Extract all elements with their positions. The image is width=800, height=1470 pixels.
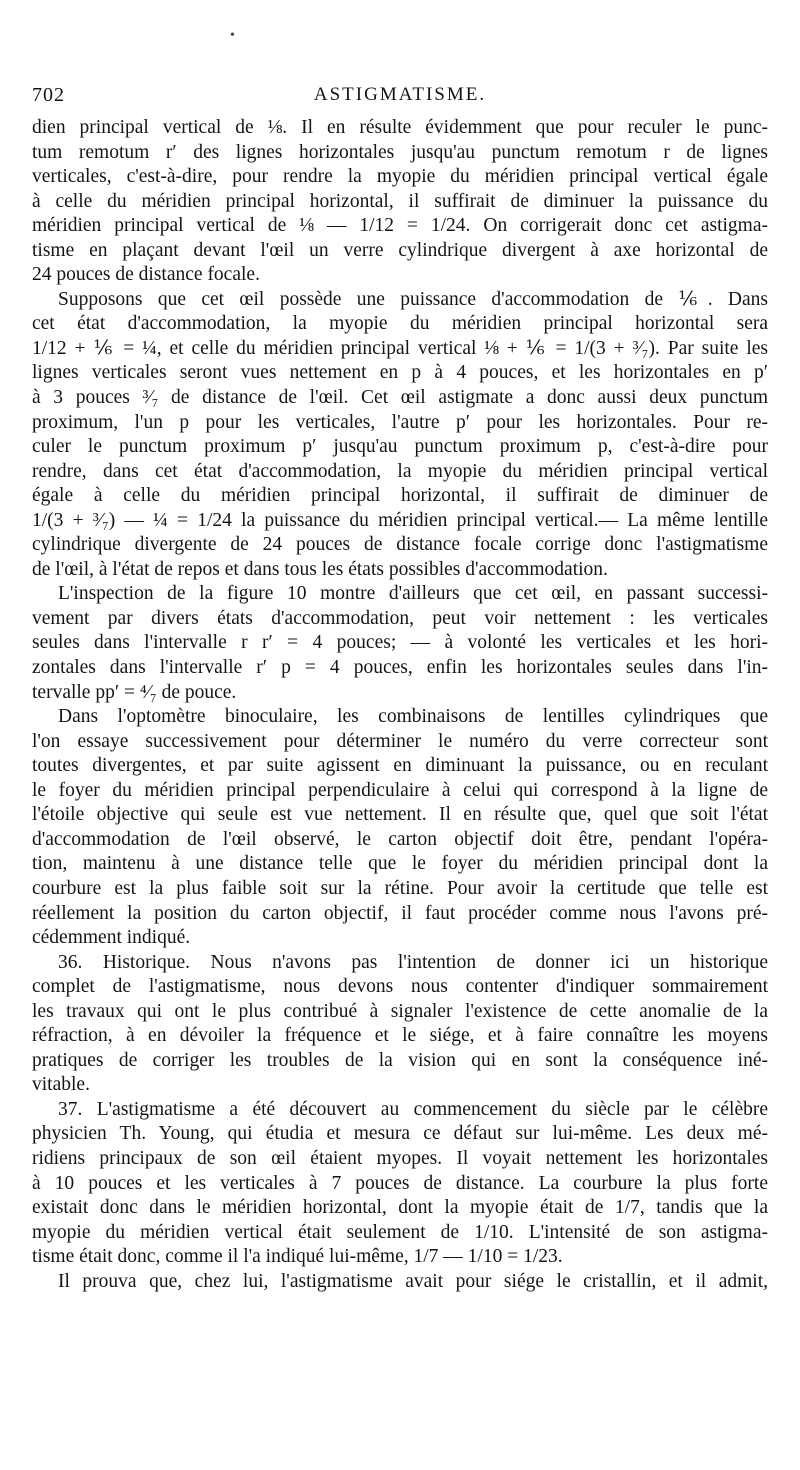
stray-ink-mark: • bbox=[230, 28, 235, 43]
text-line: complet de l'astigmatisme, nous devons nous contenter d'indiquer sommairement bbox=[32, 976, 768, 998]
text-line: à 3 pouces ³⁄₇ de distance de l'œil. Cet œil astigmate a donc aussi deux punctum bbox=[32, 387, 768, 409]
running-title: ASTIGMATISME. bbox=[313, 84, 487, 105]
book-page bbox=[32, 0, 768, 1470]
page-number: 702 bbox=[32, 84, 65, 106]
text-line: cet état d'accommodation, la myopie du méridien principal horizontal sera bbox=[32, 313, 768, 335]
text-line: 1/(3 + ³⁄₇) — ¼ = 1/24 la puissance du méridien principal vertical.— La même lentille bbox=[32, 509, 768, 531]
text-line: L'inspection de la figure 10 montre d'ailleurs que cet œil, en passant successi- bbox=[58, 583, 768, 605]
text-line: seules dans l'intervalle r r′ = 4 pouces; — à volonté les verticales et les hori- bbox=[32, 632, 768, 654]
text-line: réellement la position du carton objectif, il faut procéder comme nous l'avons pré- bbox=[32, 902, 768, 924]
text-line: physicien Th. Young, qui étudia et mesura ce défaut sur lui-même. Les deux mé- bbox=[32, 1123, 768, 1145]
text-line: l'on essaye successivement pour déterminer le numéro du verre correcteur sont bbox=[32, 730, 768, 752]
text-line: Supposons que cet œil possède une puissance d'accommodation de ⅙. Dans bbox=[58, 288, 768, 310]
text-line: tum remotum r′ des lignes horizontales jusqu'au punctum remotum r de lignes bbox=[32, 141, 768, 163]
text-line: dien principal vertical de ⅛. Il en résulte évidemment que pour reculer le punc- bbox=[32, 117, 768, 138]
text-line: égale à celle du méridien principal horizontal, il suffirait de diminuer de bbox=[32, 485, 768, 507]
section-36-heading-line: 36. Historique. Nous n'avons pas l'intention de donner ici un historique bbox=[58, 951, 768, 973]
text-line: méridien principal vertical de ⅛ — 1/12 = 1/24. On corrigerait donc cet astigma- bbox=[32, 215, 768, 237]
text-line: Dans l'optomètre binoculaire, les combinaisons de lentilles cylindriques que bbox=[58, 706, 768, 728]
text-line: courbure est la plus faible soit sur la rétine. Pour avoir la certitude que telle est bbox=[32, 877, 768, 899]
text-line: culer le punctum proximum p′ jusqu'au punctum proximum p, c'est-à-dire pour bbox=[32, 436, 768, 458]
text-line: cylindrique divergente de 24 pouces de distance focale corrige donc l'astigmatisme bbox=[32, 534, 768, 556]
text-line: 1/12 + ⅙ = ¼, et celle du méridien principal vertical ⅛ + ⅙ = 1/(3 + ³⁄₇). Par suite les bbox=[32, 337, 768, 359]
text-line: rendre, dans cet état d'accommodation, la myopie du méridien principal vertical bbox=[32, 460, 768, 482]
text-line: de l'œil, à l'état de repos et dans tous les états possibles d'accommodation. bbox=[32, 558, 608, 580]
text-line: tisme en plaçant devant l'œil un verre cylindrique divergent à axe horizontal de bbox=[32, 239, 768, 261]
text-line: cédemment indiqué. bbox=[32, 927, 191, 949]
text-line: l'étoile objective qui seule est vue nettement. Il en résulte que, quel que soit l'état bbox=[32, 804, 768, 826]
text-line: à 10 pouces et les verticales à 7 pouces de distance. La courbure la plus forte bbox=[32, 1172, 768, 1194]
text-line: toutes divergentes, et par suite agissent en diminuant la puissance, ou en reculant bbox=[32, 755, 768, 777]
text-line: tervalle pp′ = ⁴⁄₇ de pouce. bbox=[32, 681, 237, 703]
page-header bbox=[32, 84, 768, 112]
text-line: le foyer du méridien principal perpendiculaire à celui qui correspond à la ligne de bbox=[32, 779, 768, 801]
text-line: les travaux qui ont le plus contribué à signaler l'existence de cette anomalie de la bbox=[32, 1000, 768, 1022]
text-line: proximum, l'un p pour les verticales, l'autre p′ pour les horizontales. Pour re- bbox=[32, 411, 768, 433]
text-line: vitable. bbox=[32, 1074, 90, 1096]
text-line: réfraction, à en dévoiler la fréquence et le siége, et à faire connaître les moyens bbox=[32, 1025, 768, 1047]
text-line: à celle du méridien principal horizontal, il suffirait de diminuer la puissance du bbox=[32, 190, 768, 212]
text-line: d'accommodation de l'œil observé, le carton objectif doit être, pendant l'opéra- bbox=[32, 828, 768, 850]
text-line: verticales, c'est-à-dire, pour rendre la myopie du méridien principal vertical égale bbox=[32, 166, 768, 188]
section-37-heading-line: 37. L'astigmatisme a été découvert au commencement du siècle par le célèbre bbox=[58, 1098, 768, 1120]
body-text bbox=[32, 116, 768, 1294]
text-line: 24 pouces de distance focale. bbox=[32, 264, 260, 286]
text-line: zontales dans l'intervalle r′ p = 4 pouces, enfin les horizontales seules dans l'in- bbox=[32, 657, 768, 679]
text-line: myopie du méridien vertical était seulement de 1/10. L'intensité de son astigma- bbox=[32, 1221, 768, 1243]
text-line: tion, maintenu à une distance telle que le foyer du méridien principal dont la bbox=[32, 853, 768, 875]
text-line: vement par divers états d'accommodation, peut voir nettement : les verticales bbox=[32, 607, 768, 629]
text-line: existait donc dans le méridien horizontal, dont la myopie était de 1/7, tandis que la bbox=[32, 1197, 768, 1219]
text-line: lignes verticales seront vues nettement en p à 4 pouces, et les horizontales en p′ bbox=[32, 362, 768, 384]
text-line: pratiques de corriger les troubles de la vision qui en sont la conséquence iné- bbox=[32, 1049, 768, 1071]
text-line: Il prouva que, chez lui, l'astigmatisme avait pour siége le cristallin, et il admit, bbox=[58, 1270, 768, 1292]
text-line: tisme était donc, comme il l'a indiqué lui-même, 1/7 — 1/10 = 1/23. bbox=[32, 1246, 563, 1268]
text-line: ridiens principaux de son œil étaient myopes. Il voyait nettement les horizontales bbox=[32, 1147, 768, 1169]
